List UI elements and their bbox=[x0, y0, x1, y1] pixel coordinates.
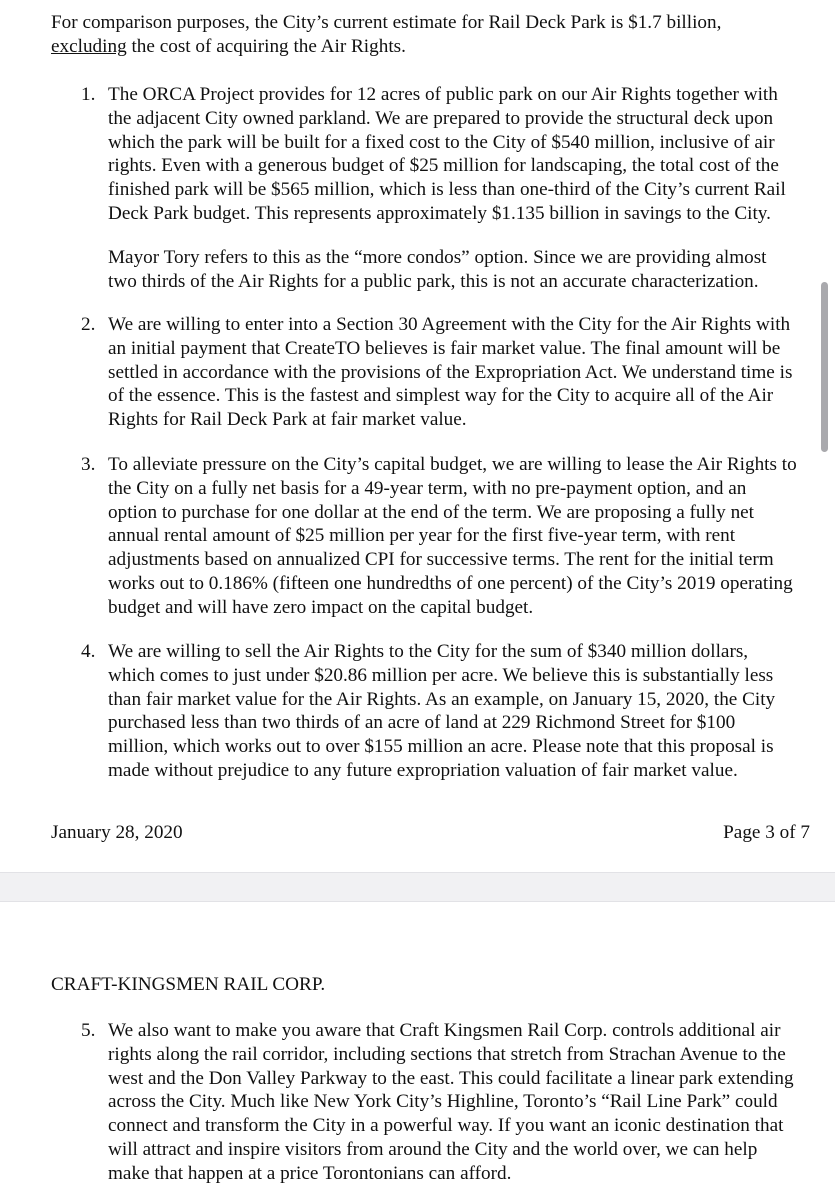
scrollbar-thumb[interactable] bbox=[821, 282, 828, 452]
footer-date: January 28, 2020 bbox=[51, 822, 183, 843]
document-page-4 bbox=[0, 902, 835, 1200]
company-heading: CRAFT-KINGSMEN RAIL CORP. bbox=[51, 974, 326, 995]
list-item-number: 3. bbox=[81, 454, 96, 475]
list-item-text: We are willing to sell the Air Rights to the City for the sum of $340 million dollars, which comes to just under $20.86 million per acre. We believe this is substantially less than fair market value for the Air Rights. As an example, on January 15, 2020, the City purchased less than two thirds of an acre of land at 229 Richmond Street for $100 million, which works out to over $155 million an acre. Please note that this proposal is made without prejudice to any future expropriation valuation of fair market value. bbox=[108, 641, 776, 781]
intro-text-end: the cost of acquiring the Air Rights. bbox=[126, 35, 406, 57]
footer-page-number: Page 3 of 7 bbox=[723, 822, 810, 843]
list-item-number: 1. bbox=[81, 84, 96, 105]
intro-underlined-word: excluding bbox=[51, 35, 127, 57]
list-item-text: The ORCA Project provides for 12 acres of public park on our Air Rights together with the adjacent City owned parkland. We are prepared to provide the structural deck upon which the park will be built for a fixed cost to the City of $540 million, inclusive of air rights. Even with a generous budget of $25 million for landscaping, the total cost of the finished park will be $565 million, which is less than one-third of the City’s current Rail Deck Park budget. This represents approximately $1.135 billion in savings to the City. bbox=[108, 84, 786, 224]
list-item-number: 5. bbox=[81, 1020, 96, 1041]
intro-text: For comparison purposes, the City’s current estimate for Rail Deck Park is $1.7 billion, bbox=[51, 12, 722, 33]
list-item-text: We are willing to enter into a Section 30 Agreement with the City for the Air Rights with an initial payment that CreateTO believes is fair market value. The final amount will be settled in accordance with the provisions of the Expropriation Act. We understand time is of the essence. This is the fastest and simplest way for the City to acquire all of the Air Rights for Rail Deck Park at fair market value. bbox=[108, 314, 793, 431]
page-separator bbox=[0, 872, 835, 902]
list-item-number: 4. bbox=[81, 641, 96, 662]
list-item-note: Mayor Tory refers to this as the “more condos” option. Since we are providing almost two thirds of the Air Rights for a public park, this is not an accurate characterization. bbox=[108, 247, 767, 292]
list-item-text: We also want to make you aware that Craft Kingsmen Rail Corp. controls additional air rights along the rail corridor, including sections that stretch from Strachan Avenue to the west and the Don Valley Parkway to the east. This could facilitate a linear park extending across the City. Much like New York City’s Highline, Toronto’s “Rail Line Park” could connect and transform the City in a powerful way. If you want an iconic destination that will attract and inspire visitors from around the City and the world over, we can help make that happen at a price Torontonians can afford. bbox=[108, 1020, 794, 1184]
list-item-number: 2. bbox=[81, 314, 96, 335]
intro-paragraph bbox=[51, 11, 781, 59]
list-item-text: To alleviate pressure on the City’s capital budget, we are willing to lease the Air Rights to the City on a fully net basis for a 49-year term, with no pre-payment option, and an option to purchase for one dollar at the end of the term. We are proposing a fully net annual rental amount of $25 million per year for the first five-year term, with rent adjustments based on annualized CPI for successive terms. The rent for the initial term works out to 0.186% (fifteen one hundredths of one percent) of the City’s 2019 operating budget and will have zero impact on the capital budget. bbox=[108, 454, 797, 618]
